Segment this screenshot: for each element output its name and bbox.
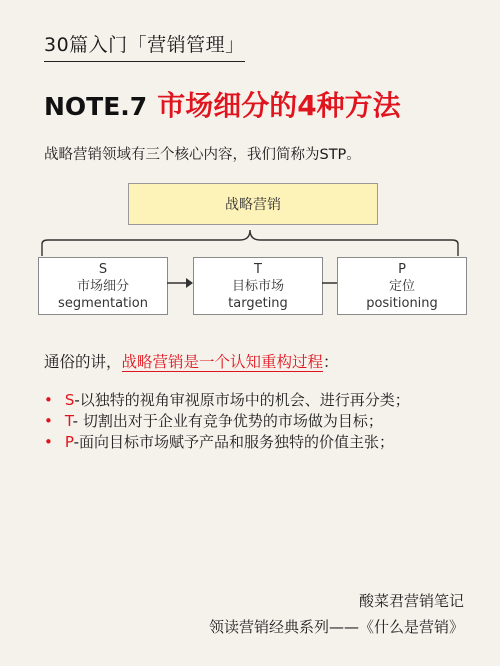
step-cn: 定位 <box>388 278 415 294</box>
step-box-segmentation <box>38 257 168 315</box>
point-text: -面向目标市场赋予产品和服务独特的价值主张； <box>73 433 394 451</box>
strategy-box: 战略营销 <box>128 183 378 225</box>
stp-points-list <box>44 390 410 453</box>
step-en: positioning <box>366 295 438 311</box>
step-en: segmentation <box>58 295 148 311</box>
step-letter: T <box>254 261 262 277</box>
step-box-targeting <box>193 257 323 315</box>
list-item <box>44 390 410 411</box>
author-signature: 酸菜君营销笔记 <box>358 592 464 610</box>
summary-text <box>44 350 339 372</box>
note-label: NOTE.7 <box>44 92 148 121</box>
series-title: 30篇入门「营销管理」 <box>44 30 245 62</box>
step-en: targeting <box>228 295 288 311</box>
point-text: - 切割出对于企业有竞争优势的市场做为目标； <box>72 412 383 430</box>
summary-suffix: ： <box>323 353 339 371</box>
intro-text: 战略营销领域有三个核心内容，我们简称为STP。 <box>44 147 361 163</box>
point-text: -以独特的视角审视原市场中的机会、进行再分类； <box>74 391 410 409</box>
bullet-icon: • <box>44 412 53 430</box>
step-letter: P <box>398 261 406 277</box>
summary-prefix: 通俗的讲， <box>44 353 122 371</box>
note-title: 市场细分的4种方法 <box>157 89 401 122</box>
list-item <box>44 432 410 453</box>
point-prefix: S <box>64 391 75 409</box>
step-box-positioning <box>337 257 467 315</box>
arrow-right-icon <box>167 276 193 290</box>
point-prefix: T <box>64 412 73 430</box>
summary-highlight: 战略营销是一个认知重构过程 <box>121 353 324 371</box>
series-signature: 领读营销经典系列——《什么是营销》 <box>208 618 464 636</box>
headline <box>44 84 401 124</box>
step-letter: S <box>98 261 108 277</box>
point-prefix: P <box>64 433 74 451</box>
list-item <box>44 411 410 432</box>
bullet-icon: • <box>44 433 53 451</box>
step-cn: 目标市场 <box>231 278 284 294</box>
bullet-icon: • <box>44 391 53 409</box>
step-cn: 市场细分 <box>76 278 129 294</box>
bracket-connector <box>40 226 460 258</box>
